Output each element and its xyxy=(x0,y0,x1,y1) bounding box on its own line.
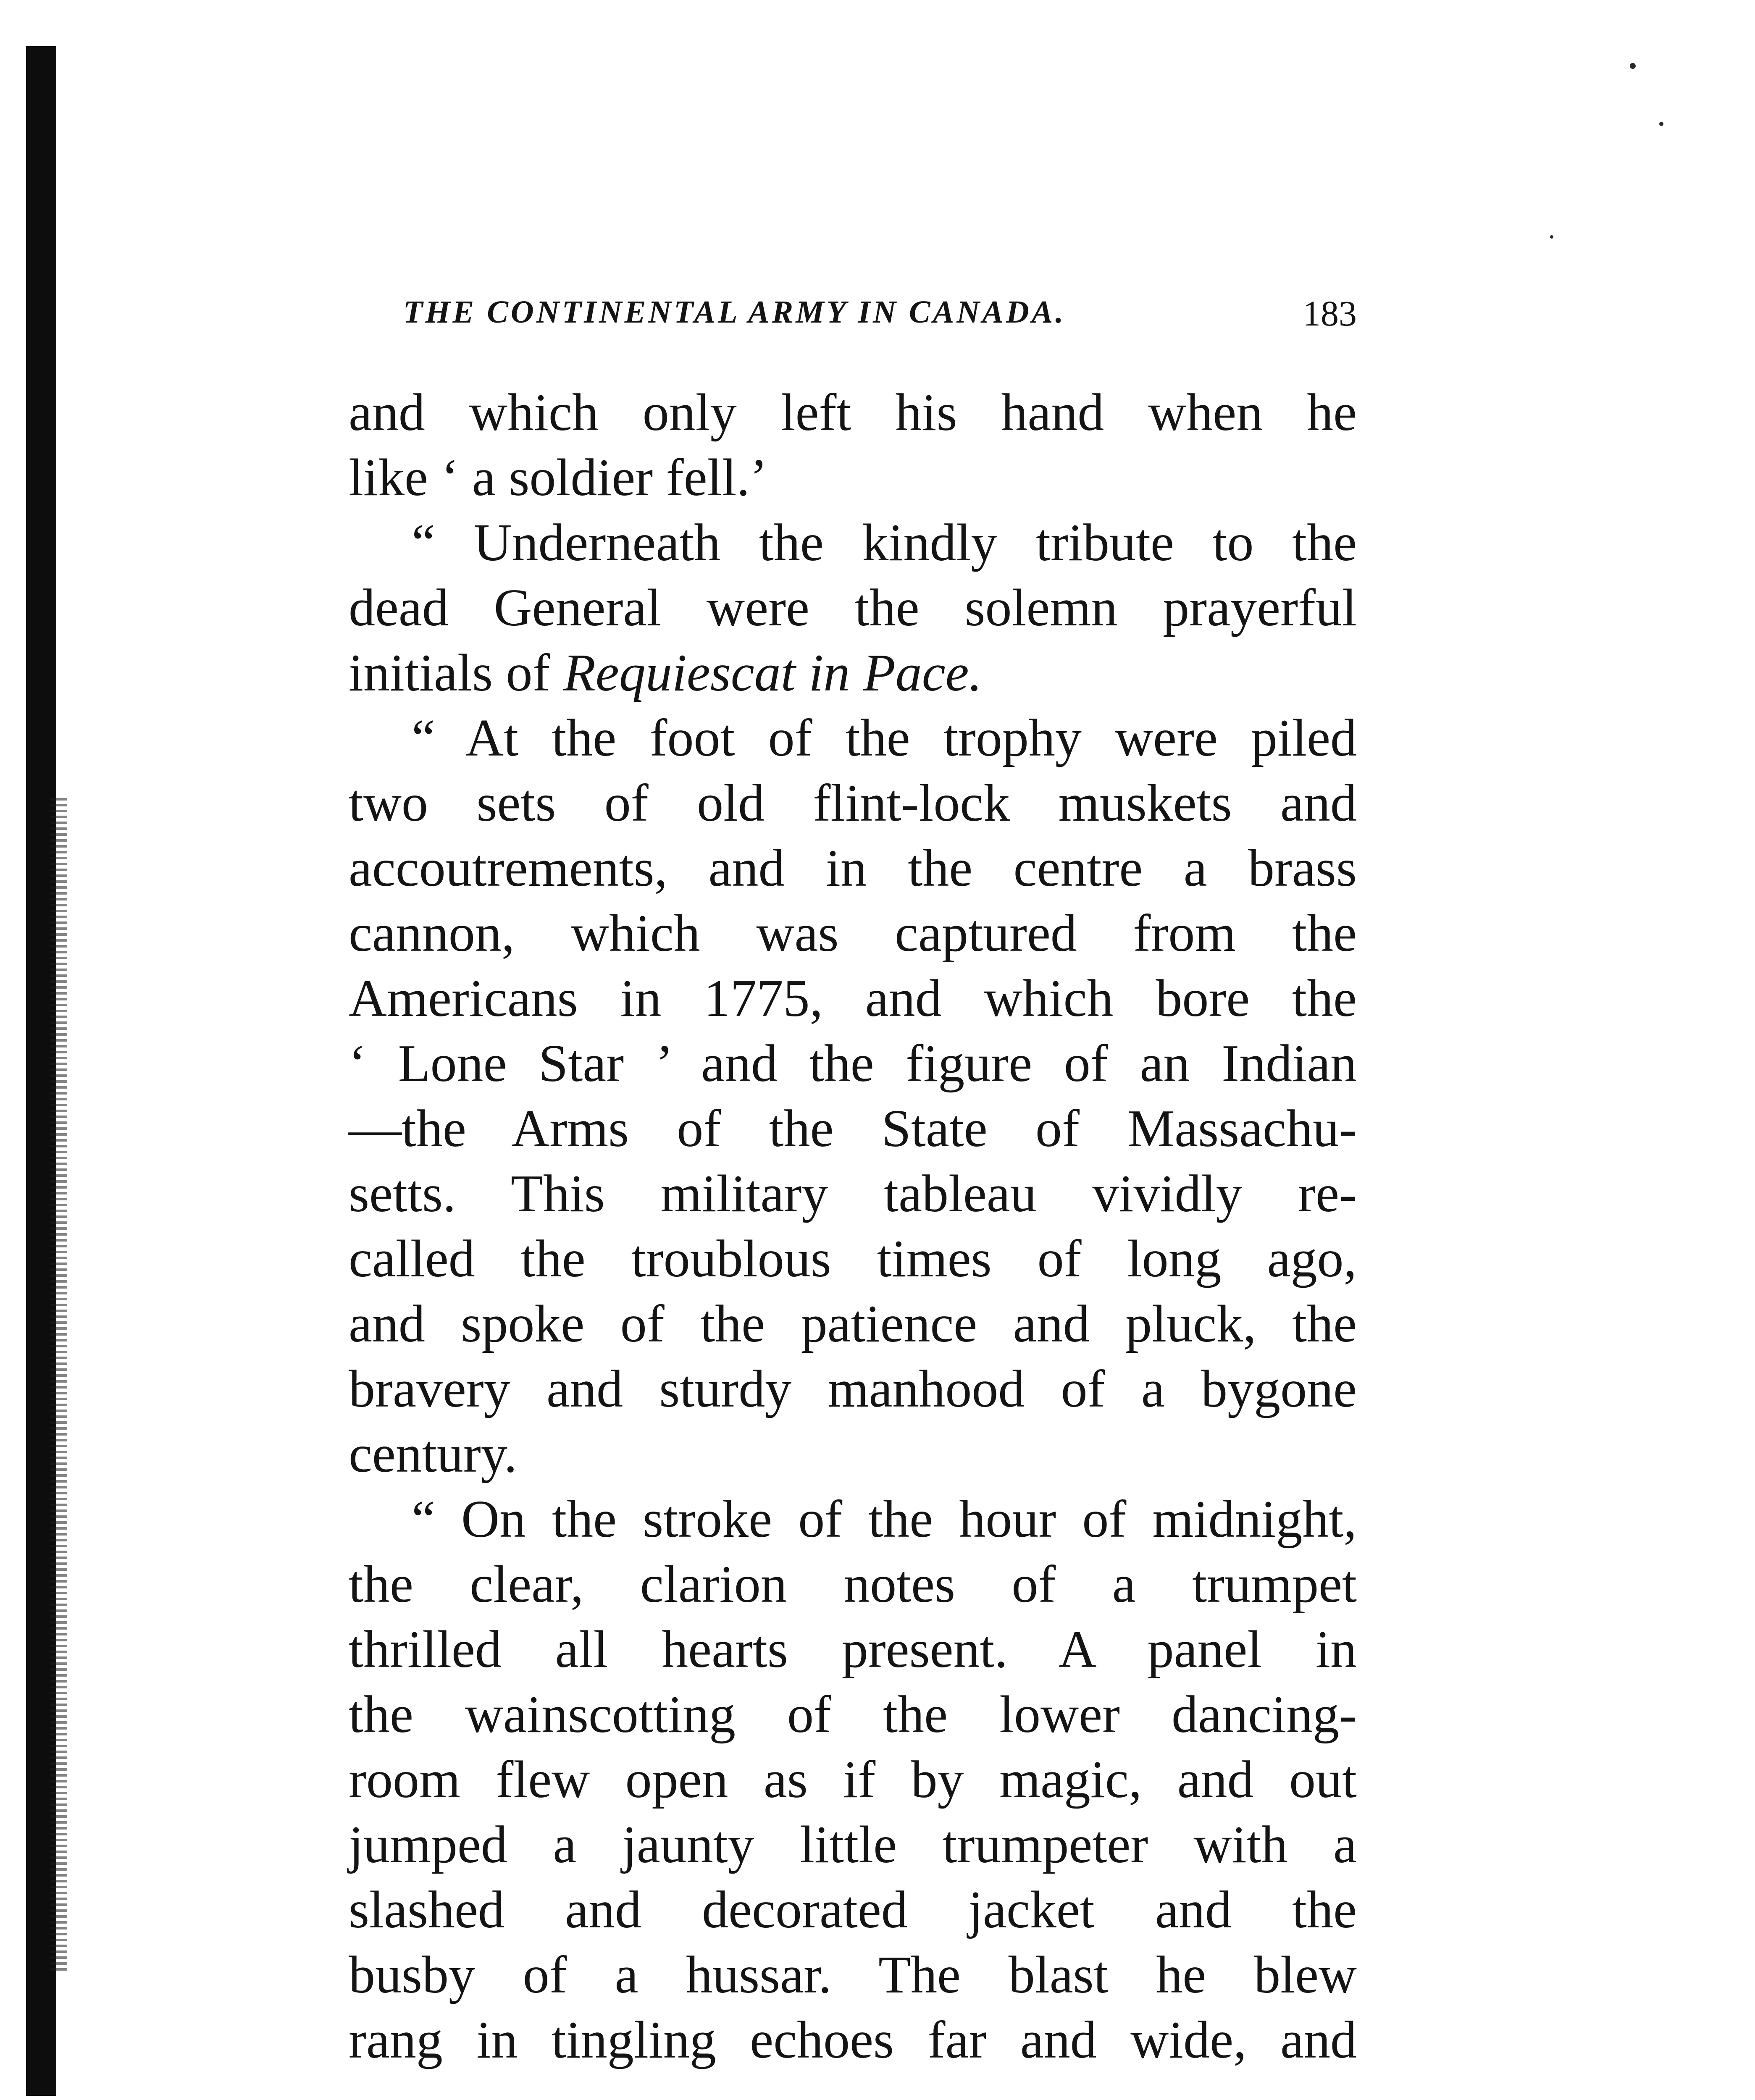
running-head xyxy=(403,294,1357,344)
text-line: room flew open as if by magic, and out xyxy=(349,1751,1357,1809)
scan-binding-texture xyxy=(50,798,67,1974)
text-line: jumped a jaunty little trumpeter with a xyxy=(349,1816,1357,1874)
text-line: the wainscotting of the lower dancing- xyxy=(349,1685,1357,1744)
text-line: setts. This military tableau vividly re- xyxy=(349,1165,1357,1223)
scan-speck xyxy=(1550,235,1553,239)
italic-latin-phrase: Requiescat in Pace. xyxy=(563,644,983,702)
text-line: thrilled all hearts present. A panel in xyxy=(349,1620,1357,1679)
text-line: Americans in 1775, and which bore the xyxy=(349,969,1357,1028)
page-number: 183 xyxy=(1303,293,1357,333)
text-line: busby of a hussar. The blast he blew xyxy=(349,1946,1357,2004)
text-line: —the Arms of the State of Massachu- xyxy=(349,1100,1357,1158)
text-line: “ At the foot of the trophy were piled xyxy=(412,709,1357,767)
text-line: two sets of old flint-lock muskets and xyxy=(349,774,1357,832)
text-line: like ‘ a soldier fell.’ xyxy=(349,449,768,507)
text-line: slashed and decorated jacket and the xyxy=(349,1881,1357,1939)
text-line: the clear, clarion notes of a trumpet xyxy=(349,1555,1357,1614)
scan-speck xyxy=(1630,63,1636,69)
text-line: “ On the stroke of the hour of midnight, xyxy=(412,1490,1357,1549)
text-line: accoutrements, and in the centre a brass xyxy=(349,839,1357,898)
text-line: and spoke of the patience and pluck, the xyxy=(349,1295,1357,1353)
text-line: dead General were the solemn prayerful xyxy=(349,579,1357,637)
text-line: cannon, which was captured from the xyxy=(349,904,1357,963)
text-line-lead: initials of xyxy=(349,644,550,702)
text-line: called the troublous times of long ago, xyxy=(349,1230,1357,1288)
scan-speck xyxy=(1659,122,1663,126)
body-text xyxy=(349,380,1357,2073)
text-line: bravery and sturdy manhood of a bygone xyxy=(349,1360,1357,1418)
text-line: rang in tingling echoes far and wide, and xyxy=(349,2011,1357,2069)
text-line: “ Underneath the kindly tribute to the xyxy=(412,514,1357,572)
text-line-with-italic xyxy=(349,640,1357,706)
text-line: and which only left his hand when he xyxy=(349,383,1357,442)
text-line: century. xyxy=(349,1425,518,1483)
text-line: ‘ Lone Star ’ and the figure of an Indian xyxy=(349,1034,1357,1093)
running-title: THE CONTINENTAL ARMY IN CANADA. xyxy=(403,294,1066,330)
